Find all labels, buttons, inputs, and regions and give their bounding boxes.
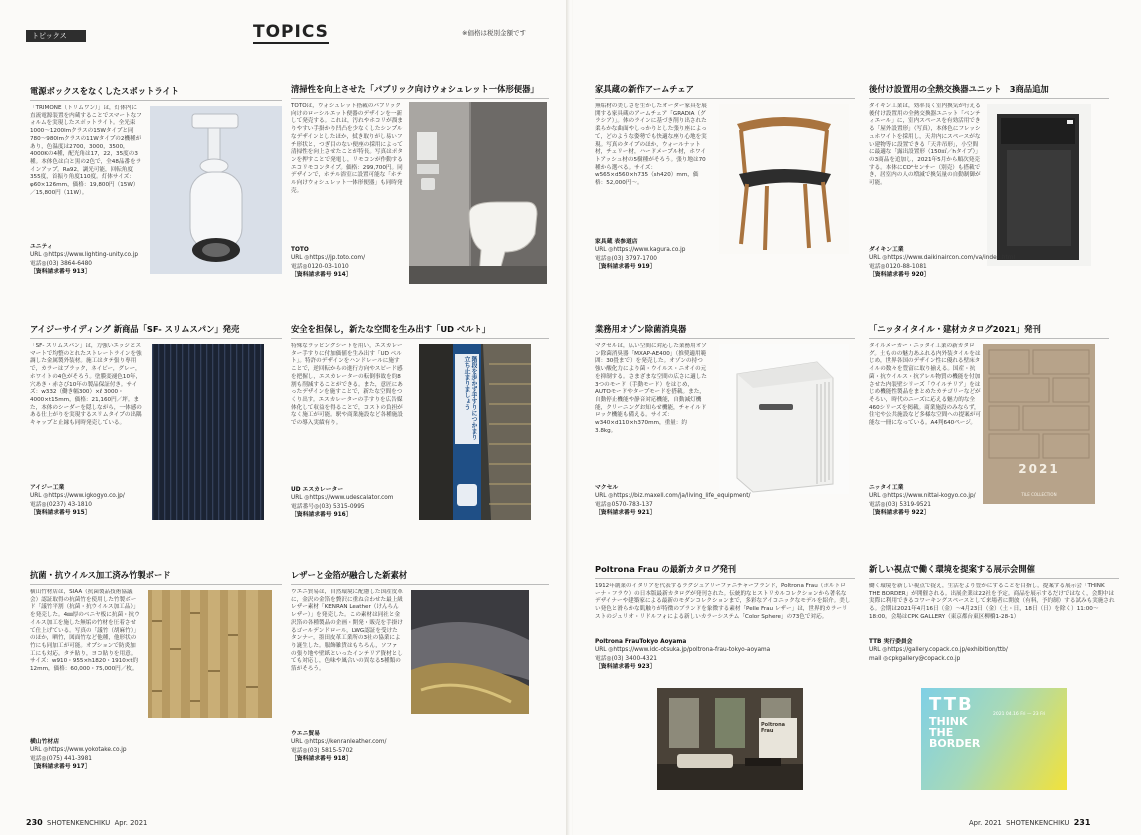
title-rule xyxy=(869,578,1119,579)
phone-number: 電話◎(03) 3400-4321 xyxy=(595,655,657,662)
request-number: ［資料請求番号 920］ xyxy=(869,271,930,278)
url-link[interactable]: URL ◎https://www.yokotake.co.jp xyxy=(30,747,127,754)
phone-number: 電話◎(075) 441-3981 xyxy=(30,755,92,762)
article-contact xyxy=(30,243,138,276)
article-contact xyxy=(291,730,386,763)
issue-date: Apr. 2021 xyxy=(114,819,148,827)
url-link[interactable]: URL ◎https://www.lighting-unity.co.jp xyxy=(30,252,139,259)
article-title: 新しい視点で働く環境を提案する展示会開催 xyxy=(869,564,1035,574)
escalator-sign-text: 階段を歩かず手すりにつかまり立ち止まりましょう xyxy=(463,356,477,440)
interior-illustration xyxy=(657,688,803,790)
article-title: 清掃性を向上させた「パブリック向けウォシュレット一体形便器」 xyxy=(291,84,539,94)
bamboo-illustration xyxy=(148,590,272,718)
catalog-cover-illustration xyxy=(983,344,1095,504)
phone-number: 電話◎(03) 3797-1700 xyxy=(595,255,657,262)
title-rule xyxy=(595,338,855,339)
request-number: ［資料請求番号 915］ xyxy=(30,509,91,516)
purifier-illustration xyxy=(719,344,849,494)
toilet-image xyxy=(409,102,547,284)
siding-illustration xyxy=(152,344,264,520)
article-body: 「TRIMONE（トリムワン）」は，灯体内に直流電源装置を内蔵することでスマートなフォルムを実現したスポットライト。全光束1000〜1200lmクラスの15Wタイプと同780〜980lmクラスの11Wタイプの2機種があり，色温度は2700，3000，3500，4000Kの4種，配光角は17，22，35度の3種。本体色は白と黒の2色で，全48品番をラインアップ。Ra92，調光可能，回転角度355度，首振り角度110度。灯体サイズ：φ60×126mm，価格：19,800円（15W）／15,800円（11W）。 xyxy=(30,105,142,196)
request-number: ［資料請求番号 913］ xyxy=(30,268,91,275)
url-link[interactable]: URL ◎https://jp.toto.com/ xyxy=(291,255,366,262)
article-title: 家具蔵の新作アームチェア xyxy=(595,84,694,94)
section-tab: トピックス xyxy=(26,30,86,42)
title-rule xyxy=(30,338,282,339)
title-rule xyxy=(30,584,282,585)
request-number: ［資料請求番号 914］ xyxy=(291,271,352,278)
ttb-poster-image xyxy=(921,688,1067,790)
company-name: TOTO xyxy=(291,247,309,253)
company-name: 家具蔵 表参道店 xyxy=(595,239,638,245)
company-name: UD エスカレーター xyxy=(291,487,344,493)
url-link[interactable]: URL ◎https://kenranleather.com/ xyxy=(291,739,387,746)
article-title: 後付け設置用の全熱交換器ユニット 3商品追加 xyxy=(869,84,1049,94)
title-rule xyxy=(30,100,282,101)
article-contact xyxy=(291,246,365,279)
url-link[interactable]: URL ◎https://biz.maxell.com/ja/living_life_equipment/ xyxy=(595,493,751,500)
article-contact xyxy=(869,484,976,517)
request-number: ［資料請求番号 923］ xyxy=(595,663,656,670)
article-catalog xyxy=(869,324,1109,534)
company-name: ニッタイ工業 xyxy=(869,485,904,491)
url-link[interactable]: URL ◎https://www.igkogyo.co.jp/ xyxy=(30,493,125,500)
article-body: ウエニ貿易は，自然環境に配慮した国産皮革に，金沢の金箔を贅沢に重ね合わせた最上級レザー素材「KENRAN Leather（けんらんレザー）」を発売した。この素材は同社と金沢箔の各種製品の企画・開発・販売を手掛けるゴールデンドロール，LWG認証を受けたタンナー，墨田皮革工業所の3社の協業により誕生した。服飾雑貨はもちろん，ソファの張り地や壁紙といったインテリア資材としても対応し，色味や風合いの異なる5種類の箔がそろう。 xyxy=(291,589,403,673)
article-body: マクセルは，広い空間に対応した業務用オゾン除菌消臭器「MXAP-AE400」（推奨適用範囲：30畳まで）を発売した。オゾンの持つ強い酸化力により菌・ウイルス・ニオイの元を抑制する。さまざまな空間の広さに適した3つのモード（手動モード）をはじめ，AUTOモードやタープモードを搭載。また，自動停止機能や静音対応機能，自動減灯機能，クリーニングお知らせ機能，チャイルドロック機能も備える。サイズ：w340×d110×h370mm，重量：約3.8kg。 xyxy=(595,343,707,434)
article-body: ダイキン工業は，効率良く室内換気が行える後付け設置用の全熱交換器ユニット「ベンティエール」に，室内スペースを有効活用できる「屋外設置形」（写真），本体色にフレッシュホワイトを採用し，天井内にスペースがない建物等に設置できる「天井吊形」，小空間に最適な「露出設置形（150㎥／hタイプ）」の3商品を追加し，2021年5月から順次発売する。本体にCO²センサー（別売）も搭載でき，居室内の人の増減で換気量の自動制御が可能。 xyxy=(869,103,981,187)
left-page xyxy=(0,0,569,835)
article-body: 1912年創業のイタリアを代表するラグジュアリーファニチャーブランド，Poltrona Frau（ポルトローナ・フラウ）の日本版最新カタログが発刊された。伝統的なヒストリカルコレクションから著名なデザイナーや建築家による最新のモダンコレクションまで，多彩なアイコニックなモデルを紹介。美しい発色と滑らかな肌触りが特徴のブランドを象徴する素材「Pelle Frau レザー」は，世界的カラーリストのジュリオ・リドルフォによる新しいカラーシステム「Color Sphere」の73色で対応。 xyxy=(595,583,851,620)
article-body: TOTOは，ウォシュレット搭載のパブリック向けのローシルエット便器のデザインを一新して発売する。これは，汚れやホコリが溜まりやすい手掛かり凹凸を少なくしたシンプルなデザインとしたほか，拭き取りがし易いフチ形状と，つぎ目のない便座の採用によって清掃性を向上させたことが特長。写真はポタンを押すことで発電し，リモコンが作動するエコリモコンタイプ。価格：299,700円。同デザインで，ホテル浴室に設置可能な「ホテル向けウォシュレット一体形便器」も同時発売。 xyxy=(291,103,403,194)
phone-number: 電話◎(03) 5815-5702 xyxy=(291,747,353,754)
article-title: アイジーサイディング 新商品「SF- スリムスパン」発売 xyxy=(30,324,240,334)
phone-number: 電話◎0570-783-137 xyxy=(595,501,653,508)
magazine-name: SHOTENKENCHIKU xyxy=(1006,819,1070,827)
catalog-subtitle: TILE COLLECTION xyxy=(1021,492,1057,497)
page-title: TOPICS xyxy=(253,22,329,42)
email-link[interactable]: mail ◎cpkgallery@copack.co.jp xyxy=(869,655,961,662)
request-number: ［資料請求番号 916］ xyxy=(291,511,352,518)
request-number: ［資料請求番号 917］ xyxy=(30,763,91,770)
article-purifier xyxy=(595,324,855,534)
article-body: 無垢材の美しさを生かしたオーダー家具を展開する家具蔵のアームチェア「GRADIA（グラシア）」。体のラインに基づき削り出された柔らかな曲面やしっかりとした張り座によって，どのような姿勢でも快適な座り心地を実現。写真のタイプのほか，ウォールナット材，チェリー材，ハードメープル材，ホワイトアッシュ材の5樹種がそろう。張り地は70種から選べる。サイズ：w565×d560×h735（sh420）mm，価格：52,000円〜。 xyxy=(595,103,707,187)
chair-image xyxy=(719,104,849,254)
toilet-illustration xyxy=(409,102,547,284)
siding-image xyxy=(152,344,264,520)
phone-number: 電話◎0120-88-1081 xyxy=(869,263,927,270)
spotlight-image xyxy=(150,106,282,274)
article-contact xyxy=(291,486,393,519)
article-body: 「SF- スリムスパン」は，力強いエッジとスマートで均整のとれたストレートラインを強調した金属製外装材。施工はタテ張り専用で，カラーはブラック，ネイビー，グレー，ホワイトの4色がそろう。塗膜変褪色10年，穴あき・赤さび10年の製品保証付き。サイズ：w332（働き幅300）×ℓ 3000・4000×t15mm，価格：21,160円／坪。また，本体のシーダーを隠しながら，一体感のある仕上がりを実現するスリムタイプの出隅キャップと止縁も同時発売している。 xyxy=(30,343,142,427)
title-rule xyxy=(291,98,549,99)
hvac-image xyxy=(987,104,1091,266)
article-title: レザーと金箔が融合した新素材 xyxy=(291,570,408,580)
poster-the: THE xyxy=(929,726,954,739)
leather-illustration xyxy=(411,590,529,714)
article-toilet xyxy=(291,84,549,294)
phone-number: 電話◎0120-03-1010 xyxy=(291,263,349,270)
poster-dates: 2021 04.16 Fri — 23 Fri xyxy=(993,712,1046,717)
company-name: アイジー工業 xyxy=(30,485,65,491)
poster-think: THINK xyxy=(929,715,968,728)
phone-number: 電話◎(03) 5319-9521 xyxy=(869,501,931,508)
article-spotlight xyxy=(30,86,282,291)
url-link[interactable]: URL ◎https://www.idc-otsuka.jp/poltrona-frau-tokyo-aoyama xyxy=(595,647,771,654)
company-name: 横山竹材店 xyxy=(30,739,59,745)
article-poltrona xyxy=(595,564,855,804)
title-rule xyxy=(291,338,549,339)
poster-border: BORDER xyxy=(929,737,981,750)
issue-date: Apr. 2021 xyxy=(969,819,1002,827)
article-body: タイルメーカー・ニッタイ工業の新カタログ。土ものの魅力あふれる内外装タイルをはじめ，世界各国のデザイン性に優れる壁床タイルの数々を豊富に取り揃える。国産・抗菌・抗ウイルス・抗アレル物質の機能を付加させた内装壁シリーズ「ウイルテリア」をはじめ機能性製品をまとめたカテゴリーなどがそろい，時代のニーズに応える魅力的な全460シリーズを掲載。商業施設のみならず，住宅や公共施設など多様な空間への提案が可能な一冊になっている。A4判640ページ。 xyxy=(869,343,981,427)
article-bamboo xyxy=(30,570,282,775)
poster-title: TTB xyxy=(929,694,974,715)
article-contact xyxy=(869,246,1015,279)
poltrona-image xyxy=(657,688,803,790)
url-link[interactable]: URL ◎https://www.daikinaircon.com/va/index.html xyxy=(869,255,1016,262)
title-rule xyxy=(869,98,1109,99)
article-body: 横山竹材店は，SIAA（抗菌製品技術協議会）認証取得の抗菌竹を使用した竹製ボード「議竹平割（抗菌・抗ウイルス加工品）」を発売した。4㎜厚のベニヤ板に抗菌・抗ウイルス加工を施した無垢の竹材を圧着させて仕上げている。写真の「議竹（胡麻竹）」のほか，晒竹，図面竹など他種，他形状の竹にも同加工が可能。オプションで防炎加工にも対応。タテ貼り，ヨコ貼りを用意。サイズ：w910・955×h1820・1910×t約12mm，価格：60,000・75,000円／枚。 xyxy=(30,589,140,673)
article-title: 「ニッタイタイル・建材カタログ2021」発刊 xyxy=(869,324,1041,334)
spotlight-illustration xyxy=(150,106,282,274)
article-title: 業務用オゾン除菌消臭器 xyxy=(595,324,687,334)
url-link[interactable]: URL ◎https://www.kagura.co.jp xyxy=(595,247,686,254)
title-rule xyxy=(291,584,549,585)
title-rule xyxy=(869,338,1109,339)
phone-number: 電話◎(0237) 43-1810 xyxy=(30,501,92,508)
company-name: ユニティ xyxy=(30,244,53,250)
company-name: Poltrona FrauTokyo Aoyama xyxy=(595,639,687,645)
escalator-image xyxy=(419,344,531,520)
chair-illustration xyxy=(719,104,849,254)
magazine-name: SHOTENKENCHIKU xyxy=(47,819,111,827)
page-number: 231 xyxy=(1073,818,1091,827)
company-name: TTB 実行委員会 xyxy=(869,639,913,645)
purifier-image xyxy=(719,344,849,494)
article-siding xyxy=(30,324,282,530)
request-number: ［資料請求番号 922］ xyxy=(869,509,930,516)
article-contact xyxy=(595,484,750,517)
article-body: 特殊なラッピングシートを用い，エスカレーター手すりに付加価値を生み出す「UD ベルト」。特許のデザインをハンドレールに施すことで，逆回転からの進行方向やスピード感を把握し，エスカレーターの転倒事故を約8割も削減することができる。また，意匠にあったデザインを施すことで，新たな空間をつくり出す。エスカレーターの手すりを広告媒体化して収益を得ることで，コストの負担がなく施工が可能。駅や商業施設など各種施設での導入実績有り。 xyxy=(291,343,403,427)
url-link[interactable]: URL ◎https://gallery.copack.co.jp/exhibition/ttb/ xyxy=(869,647,1008,654)
article-hvac xyxy=(869,84,1109,294)
phone-number: 電話番号◎(03) 5315-0995 xyxy=(291,503,365,510)
article-contact xyxy=(30,484,125,517)
article-ttb xyxy=(869,564,1119,804)
company-name: マクセル xyxy=(595,485,619,491)
left-footer xyxy=(26,818,147,827)
article-contact xyxy=(30,738,127,771)
article-body: 働く環境を新しい視点で捉え，生活をより豊かにすることを目指し，提案する展示会「THINK THE BORDER」が開催される。出展企業は22社を予定。商品を展示するだけではなく，会期中は実際に利用できるコワーキングスペースとして来場者に開放（有料，予約制）する試みも実施される。会期は2021年4月16日（金）〜4月23日（金）（土・日，18日（日）を除く）11:00〜18:00。会場はCPK GALLERY（東京都台東区柳橋1-28-1） xyxy=(869,583,1115,620)
article-chair xyxy=(595,84,855,294)
article-ud-belt xyxy=(291,324,549,534)
article-title: Poltrona Frau の最新カタログ発刊 xyxy=(595,564,737,574)
price-note: ※価格は税別金額です xyxy=(462,29,526,37)
article-leather xyxy=(291,570,549,780)
phone-number: 電話◎(03) 3864-6480 xyxy=(30,260,92,267)
catalog-year: 2021 xyxy=(1018,462,1060,476)
url-link[interactable]: URL ◎https://www.nittai-kogyo.co.jp/ xyxy=(869,493,976,500)
request-number: ［資料請求番号 919］ xyxy=(595,263,656,270)
article-contact xyxy=(595,638,770,671)
article-title: 安全を担保し，新たな空間を生み出す「UD ベルト」 xyxy=(291,324,491,334)
request-number: ［資料請求番号 921］ xyxy=(595,509,656,516)
article-title: 電源ボックスをなくしたスポットライト xyxy=(30,86,180,96)
leather-image xyxy=(411,590,529,714)
url-link[interactable]: URL ◎https://www.udescalator.com xyxy=(291,495,394,502)
right-footer xyxy=(969,818,1090,827)
title-rule xyxy=(595,578,855,579)
article-contact xyxy=(595,238,685,271)
catalog-cover-title: Poltrona Frau xyxy=(761,722,786,734)
catalog-cover-image xyxy=(983,344,1095,504)
request-number: ［資料請求番号 918］ xyxy=(291,755,352,762)
right-page xyxy=(573,0,1141,835)
company-name: ウエニ貿易 xyxy=(291,731,320,737)
article-contact xyxy=(869,638,1008,663)
page-number: 230 xyxy=(26,818,43,827)
hvac-illustration xyxy=(987,104,1091,266)
article-title: 抗菌・抗ウイルス加工済み竹製ボード xyxy=(30,570,171,580)
title-rule xyxy=(595,98,855,99)
bamboo-image xyxy=(148,590,272,718)
company-name: ダイキン工業 xyxy=(869,247,904,253)
